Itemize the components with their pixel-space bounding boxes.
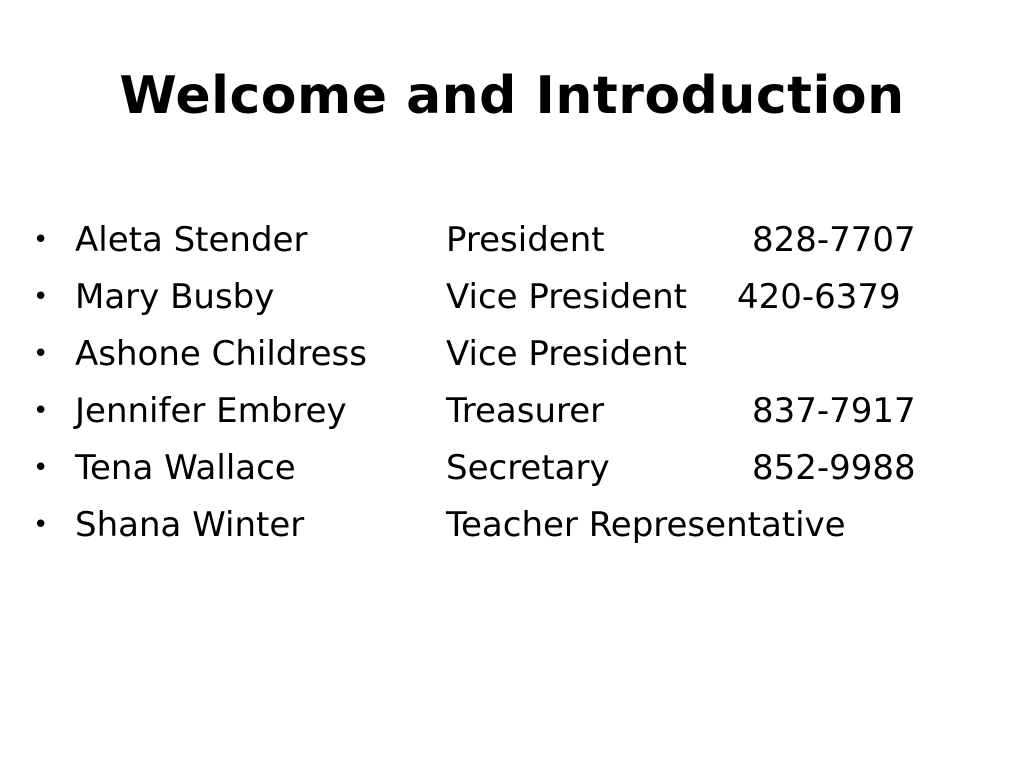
- officer-list: [0, 212, 1024, 554]
- bullet-icon: •: [33, 453, 49, 483]
- officer-role: Secretary: [446, 448, 610, 488]
- officer-role: Teacher Representative: [446, 505, 846, 545]
- officer-role: Vice President: [446, 277, 687, 317]
- officer-row: [0, 497, 1024, 554]
- officer-phone: 828-7707: [752, 220, 916, 260]
- officer-row: [0, 269, 1024, 326]
- bullet-icon: •: [33, 510, 49, 540]
- bullet-icon: •: [33, 339, 49, 369]
- slide-title: Welcome and Introduction: [119, 66, 905, 126]
- officer-role: Vice President: [446, 334, 687, 374]
- officer-name: Tena Wallace: [75, 448, 296, 488]
- officer-row: [0, 326, 1024, 383]
- officer-name: Jennifer Embrey: [75, 391, 347, 431]
- officer-name: Shana Winter: [75, 505, 305, 545]
- officer-role: Treasurer: [446, 391, 605, 431]
- officer-name: Aleta Stender: [75, 220, 308, 260]
- officer-row: [0, 212, 1024, 269]
- officer-phone: 852-9988: [752, 448, 916, 488]
- officer-phone: 420-6379: [737, 277, 901, 317]
- bullet-icon: •: [33, 282, 49, 312]
- officer-phone: 837-7917: [752, 391, 916, 431]
- officer-row: [0, 440, 1024, 497]
- bullet-icon: •: [33, 225, 49, 255]
- officer-role: President: [446, 220, 605, 260]
- officer-name: Mary Busby: [75, 277, 275, 317]
- officer-name: Ashone Childress: [75, 334, 367, 374]
- bullet-icon: •: [33, 396, 49, 426]
- officer-row: [0, 383, 1024, 440]
